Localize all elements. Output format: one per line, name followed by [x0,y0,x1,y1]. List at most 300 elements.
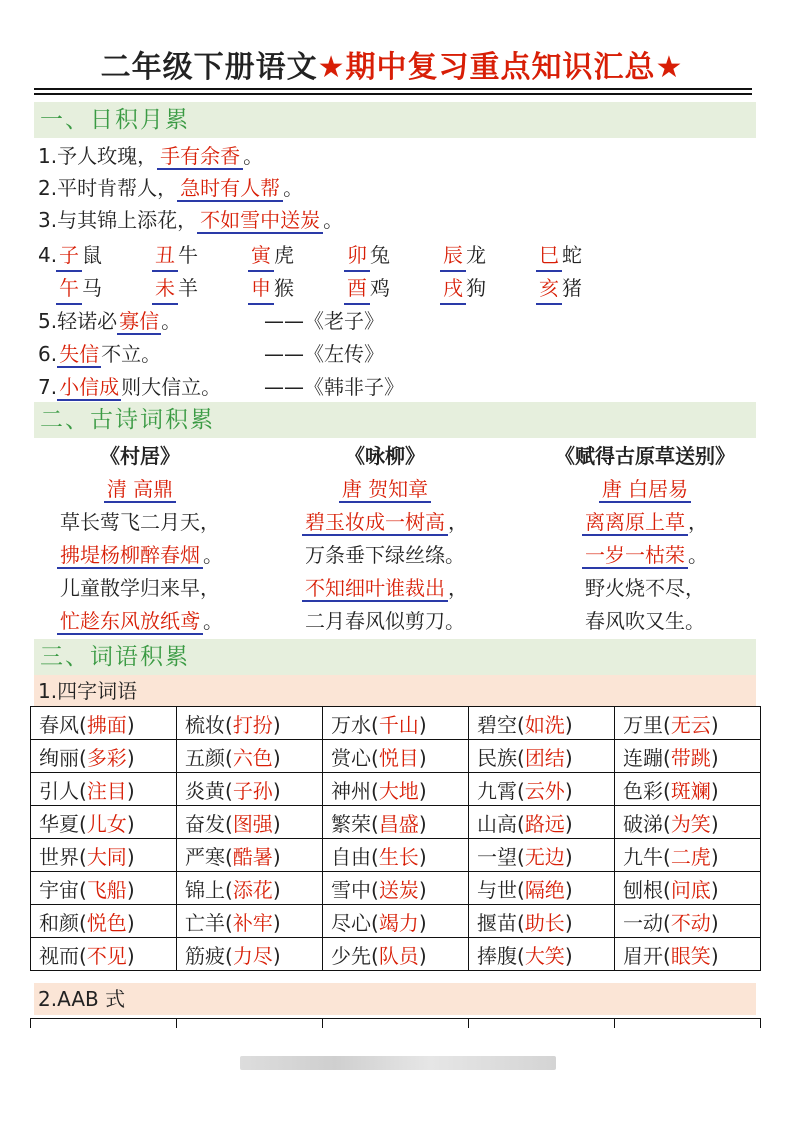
word-cell [615,905,761,938]
poem-line [265,506,505,539]
word-cell [31,740,177,773]
quote-line [38,306,181,336]
word-given: 与世 [477,877,517,902]
poem-line-answer: 离离原上草 [582,510,688,536]
word-given: 引人 [39,778,79,803]
zodiac-branch: 午 [56,273,82,305]
word-paren-close: ) [272,811,281,836]
word-given: 春风 [39,712,79,737]
quote-post: 不立。 [101,342,162,366]
poem-line [520,506,770,539]
quote-answer: 寡信 [119,309,160,333]
word-cell [323,806,469,839]
poem-line-text: 万条垂下绿丝绦。 [305,543,465,567]
word-cell [177,707,323,740]
word-cell [615,707,761,740]
word-answer: 送炭 [378,877,419,902]
word-paren-close: ) [418,745,427,770]
word-answer: 酷暑 [232,844,273,869]
word-given: 刨根 [623,877,663,902]
word-given: 赏心 [331,745,371,770]
word-given: 民族 [477,745,517,770]
poem-author-name: 唐 白居易 [599,477,691,503]
proverb-answer: 不如雪中送炭 [197,208,323,234]
word-cell [177,773,323,806]
word-paren-close: ) [272,778,281,803]
zodiac-row [38,240,632,272]
zodiac-cell [152,273,248,305]
word-cell [177,872,323,905]
word-given: 繁荣 [331,811,371,836]
word-paren-close: ) [564,943,573,968]
word-cell [323,938,469,971]
word-answer: 如洗 [524,712,565,737]
zodiac-cell [536,240,632,272]
zodiac-cell [440,273,536,305]
zodiac-cell [56,273,152,305]
word-cell [615,740,761,773]
word-answer: 路远 [524,811,565,836]
word-cell [31,707,177,740]
zodiac-animal: 虎 [274,243,294,267]
word-paren-open: ( [225,712,233,737]
zodiac-cell [344,240,440,272]
zodiac-animal: 兔 [370,243,390,267]
poem-line-punct: 。 [203,543,223,567]
word-paren-open: ( [79,811,87,836]
word-row [31,806,761,839]
word-cell [469,707,615,740]
word-cell [323,773,469,806]
word-answer: 昌盛 [378,811,419,836]
word-paren-open: ( [663,745,671,770]
poem-line [20,506,260,539]
word-answer: 千山 [378,712,419,737]
zodiac-branch: 辰 [440,240,466,272]
word-paren-close: ) [710,811,719,836]
section-heading-1: 一、日积月累 [34,102,756,138]
word-given: 绚丽 [39,745,79,770]
word-paren-close: ) [272,844,281,869]
word-paren-open: ( [663,943,671,968]
zodiac-branch: 巳 [536,240,562,272]
word-cell [323,905,469,938]
poem-line-answer: 不知细叶谁裁出 [302,576,448,602]
word-answer: 云外 [524,778,565,803]
word-given: 九牛 [623,844,663,869]
poem-line [265,605,505,638]
word-paren-close: ) [272,712,281,737]
word-given: 一望 [477,844,517,869]
word-answer: 无云 [670,712,711,737]
word-paren-close: ) [418,778,427,803]
word-given: 碧空 [477,712,517,737]
word-answer: 眼笑 [670,943,711,968]
zodiac-branch: 卯 [344,240,370,272]
word-paren-close: ) [126,745,135,770]
word-given: 连蹦 [623,745,663,770]
word-paren-open: ( [371,778,379,803]
word-given: 世界 [39,844,79,869]
word-paren-close: ) [272,877,281,902]
poem-line-text: 二月春风似剪刀。 [305,609,465,633]
word-answer: 图强 [232,811,273,836]
word-answer: 生长 [378,844,419,869]
word-given: 和颜 [39,910,79,935]
word-given: 神州 [331,778,371,803]
poem-line [20,572,260,605]
zodiac-animal: 羊 [178,276,198,300]
zodiac-cell [440,240,536,272]
word-paren-close: ) [126,811,135,836]
word-paren-open: ( [663,712,671,737]
proverb-answer: 手有余香 [157,144,243,170]
words-subheading: 1.四字词语 [34,675,756,707]
word-paren-open: ( [79,877,87,902]
proverb-line [38,141,263,171]
poem-author [20,473,260,506]
word-answer: 补牢 [232,910,273,935]
zodiac-branch: 寅 [248,240,274,272]
word-paren-close: ) [418,910,427,935]
word-paren-close: ) [418,943,427,968]
poem-line-answer: 一岁一枯荣 [582,543,688,569]
poem-line-punct: ， [448,510,468,534]
word-row [31,707,761,740]
word-paren-open: ( [371,943,379,968]
word-answer: 队员 [378,943,419,968]
word-given: 视而 [39,943,79,968]
quote-pre: 5.轻诺必 [38,309,118,333]
word-paren-close: ) [710,877,719,902]
zodiac-branch: 子 [56,240,82,272]
word-given: 奋发 [185,811,225,836]
poem-author [520,473,770,506]
word-given: 万水 [331,712,371,737]
word-cell [615,938,761,971]
word-paren-open: ( [79,943,87,968]
zodiac-animal: 猴 [274,276,294,300]
zodiac-branch: 申 [248,273,274,305]
word-cell [615,872,761,905]
word-paren-close: ) [272,943,281,968]
word-cell [469,806,615,839]
word-answer: 竭力 [378,910,419,935]
word-given: 宇宙 [39,877,79,902]
word-cell [323,872,469,905]
word-paren-open: ( [663,778,671,803]
word-answer: 二虎 [670,844,711,869]
word-given: 锦上 [185,877,225,902]
poem-column [20,440,260,638]
word-paren-close: ) [710,745,719,770]
word-answer: 大地 [378,778,419,803]
four-char-words-table [30,706,761,971]
word-paren-close: ) [418,877,427,902]
zodiac-animal: 牛 [178,243,198,267]
word-paren-close: ) [564,844,573,869]
word-paren-open: ( [79,712,87,737]
poem-line-text: 春风吹又生。 [585,609,705,633]
proverb-punct: 。 [323,208,344,232]
word-cell [469,839,615,872]
word-paren-close: ) [710,844,719,869]
poem-line-punct: ， [448,576,468,600]
word-paren-open: ( [663,910,671,935]
title-red: ★期中复习重点知识汇总★ [317,50,684,85]
zodiac-branch: 丑 [152,240,178,272]
word-given: 雪中 [331,877,371,902]
word-paren-close: ) [710,943,719,968]
word-paren-open: ( [371,844,379,869]
word-row [31,773,761,806]
word-paren-open: ( [79,910,87,935]
poem-line [265,572,505,605]
word-given: 一动 [623,910,663,935]
word-paren-open: ( [79,844,87,869]
word-answer: 添花 [232,877,273,902]
proverb-answer: 急时有人帮 [177,176,283,202]
zodiac-animal: 猪 [562,276,582,300]
word-paren-open: ( [517,877,525,902]
word-paren-open: ( [225,811,233,836]
word-paren-close: ) [272,745,281,770]
word-paren-open: ( [371,811,379,836]
zodiac-cell [248,240,344,272]
section-heading-3: 三、词语积累 [34,639,756,675]
word-paren-close: ) [126,712,135,737]
poem-title: 《赋得古原草送别》 [555,444,735,468]
word-given: 万里 [623,712,663,737]
poem-line [20,539,260,572]
zodiac-cell [56,240,152,272]
word-paren-open: ( [517,943,525,968]
word-paren-close: ) [564,745,573,770]
poem-line-text: 草长莺飞二月天， [60,510,220,534]
word-cell [323,740,469,773]
word-paren-close: ) [710,778,719,803]
word-paren-open: ( [225,910,233,935]
word-given: 华夏 [39,811,79,836]
poem-title: 《村居》 [100,444,180,468]
zodiac-branch: 戌 [440,273,466,305]
proverb-text: 3.与其锦上添花， [38,208,198,232]
word-row [31,938,761,971]
zodiac-cell [536,273,632,305]
word-given: 尽心 [331,910,371,935]
zodiac-branch: 未 [152,273,178,305]
word-row [31,740,761,773]
quote-post: 则大信立。 [121,375,222,399]
aab-table-cut [30,1018,762,1028]
zodiac-animal: 狗 [466,276,486,300]
quote-answer: 小信成 [59,375,120,399]
aab-subheading: 2.AAB 式 [34,983,756,1015]
poem-line [20,605,260,638]
word-given: 破涕 [623,811,663,836]
word-answer: 团结 [524,745,565,770]
word-given: 亡羊 [185,910,225,935]
word-paren-open: ( [371,712,379,737]
poem-line [520,605,770,638]
word-cell [177,740,323,773]
word-answer: 不动 [670,910,711,935]
word-paren-close: ) [418,844,427,869]
poem-author [265,473,505,506]
quote-source: ——《韩非子》 [264,375,404,399]
word-cell [615,806,761,839]
zodiac-row [38,273,632,305]
word-given: 山高 [477,811,517,836]
word-given: 捧腹 [477,943,517,968]
word-given: 眉开 [623,943,663,968]
word-row [31,839,761,872]
proverb-punct: 。 [243,144,264,168]
zodiac-animal: 马 [82,276,102,300]
word-answer: 悦色 [86,910,127,935]
word-answer: 大同 [86,844,127,869]
word-paren-open: ( [225,778,233,803]
zodiac-branch: 酉 [344,273,370,305]
poem-line [520,539,770,572]
word-cell [177,905,323,938]
word-paren-open: ( [225,943,233,968]
proverb-line [38,173,303,203]
proverb-text: 2.平时肯帮人， [38,176,178,200]
word-answer: 带跳 [670,745,711,770]
quote-source: ——《老子》 [264,309,384,333]
word-paren-close: ) [418,811,427,836]
quote-post: 。 [161,309,182,333]
poem-author-name: 清 高鼎 [104,477,176,503]
word-given: 色彩 [623,778,663,803]
word-paren-open: ( [371,877,379,902]
word-paren-close: ) [564,778,573,803]
zodiac-animal: 鼠 [82,243,102,267]
word-given: 筋疲 [185,943,225,968]
word-cell [31,938,177,971]
zodiac-cell [344,273,440,305]
poem-line [520,572,770,605]
word-paren-open: ( [517,712,525,737]
title-double-rule [34,88,752,95]
word-cell [323,839,469,872]
word-paren-close: ) [564,910,573,935]
zodiac-cell [248,273,344,305]
word-cell [469,905,615,938]
poem-line-answer: 碧玉妆成一树高 [302,510,448,536]
word-answer: 无边 [524,844,565,869]
word-paren-open: ( [517,778,525,803]
word-answer: 力尽 [232,943,273,968]
word-given: 自由 [331,844,371,869]
word-paren-open: ( [371,745,379,770]
word-row [31,872,761,905]
word-given: 少先 [331,943,371,968]
word-answer: 拂面 [86,712,127,737]
word-paren-close: ) [564,877,573,902]
word-paren-open: ( [663,844,671,869]
word-paren-open: ( [225,877,233,902]
word-cell [31,839,177,872]
word-cell [615,839,761,872]
word-given: 梳妆 [185,712,225,737]
word-answer: 打扮 [232,712,273,737]
zodiac-branch: 亥 [536,273,562,305]
proverb-line [38,205,343,235]
word-answer: 助长 [524,910,565,935]
word-cell [31,773,177,806]
poem-author-name: 唐 贺知章 [339,477,431,503]
word-answer: 六色 [232,745,273,770]
word-answer: 不见 [86,943,127,968]
word-cell [469,773,615,806]
poem-line [265,539,505,572]
word-paren-open: ( [79,778,87,803]
word-cell [469,938,615,971]
word-cell [177,938,323,971]
title-black: 二年级下册语文 [100,50,318,85]
word-given: 炎黄 [185,778,225,803]
zodiac-prefix: 4. [38,243,58,267]
word-paren-open: ( [79,745,87,770]
quote-answer: 失信 [59,342,100,366]
word-paren-close: ) [126,910,135,935]
word-paren-close: ) [126,844,135,869]
poem-title: 《咏柳》 [345,444,425,468]
zodiac-animal: 龙 [466,243,486,267]
quote-line [38,339,161,369]
poem-line-punct: ， [688,510,708,534]
quote-source: ——《左传》 [264,342,384,366]
word-paren-close: ) [126,778,135,803]
poem-line-punct: 。 [688,543,708,567]
word-cell [31,806,177,839]
zodiac-animal: 蛇 [562,243,582,267]
quote-pre: 6. [38,342,58,366]
word-answer: 飞船 [86,877,127,902]
blurred-watermark [240,1056,556,1070]
word-paren-close: ) [564,811,573,836]
poem-line-answer: 忙趁东风放纸鸢 [57,609,203,635]
word-paren-open: ( [517,811,525,836]
word-paren-open: ( [371,910,379,935]
word-paren-open: ( [517,745,525,770]
quote-line [38,372,221,402]
word-cell [177,806,323,839]
poem-column [520,440,770,638]
page-title [30,48,754,88]
zodiac-cell [152,240,248,272]
proverb-text: 1.予人玫瑰， [38,144,158,168]
poem-line-text: 儿童散学归来早， [60,576,220,600]
word-paren-open: ( [663,811,671,836]
word-paren-close: ) [710,712,719,737]
word-paren-close: ) [564,712,573,737]
word-answer: 问底 [670,877,711,902]
word-paren-close: ) [126,877,135,902]
word-cell [177,839,323,872]
word-paren-close: ) [418,712,427,737]
word-given: 九霄 [477,778,517,803]
word-paren-open: ( [663,877,671,902]
word-paren-open: ( [517,910,525,935]
word-cell [615,773,761,806]
word-cell [31,872,177,905]
word-answer: 大笑 [524,943,565,968]
word-answer: 隔绝 [524,877,565,902]
zodiac-animal: 鸡 [370,276,390,300]
